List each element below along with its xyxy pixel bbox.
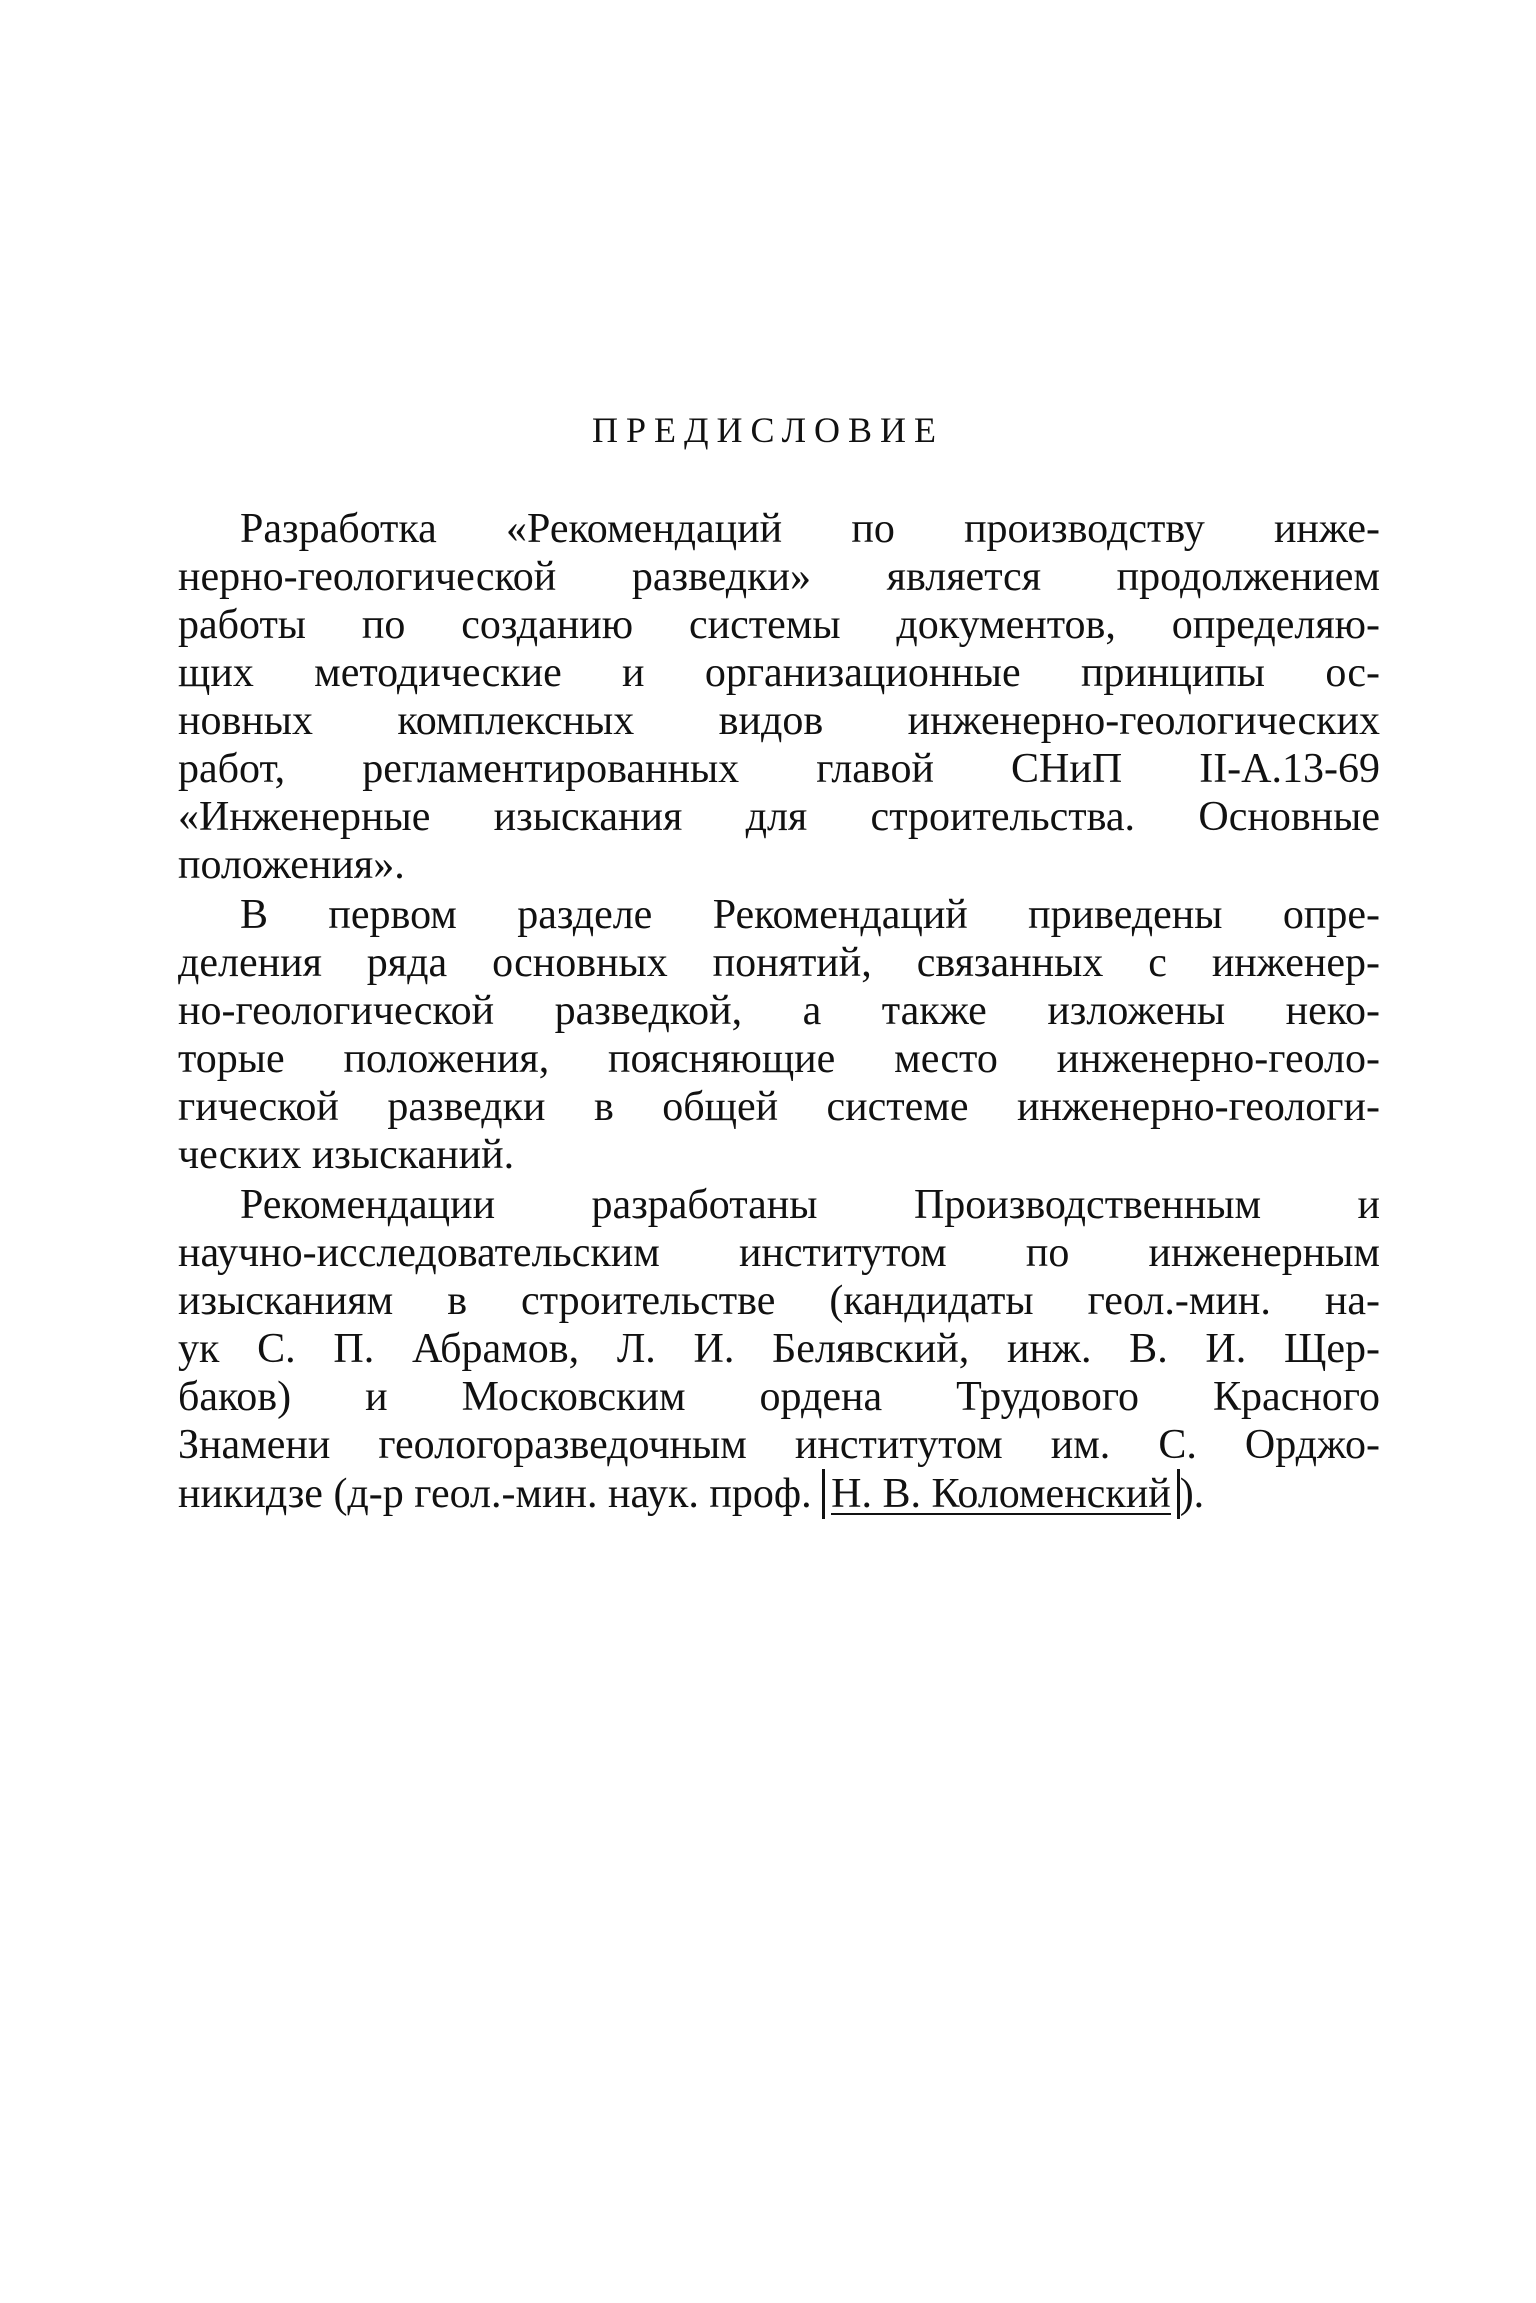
paragraph-2-line-3: но-геологической разведкой, а также изложены неко-: [178, 988, 1380, 1034]
paragraph-3-line-6: Знамени геологоразведочным институтом им. С. Орджо-: [178, 1422, 1380, 1468]
final-line-closing: ).: [1179, 1471, 1205, 1517]
paragraph-2-line-4: торые положения, поясняющие место инженерно-геоло-: [178, 1036, 1380, 1082]
paragraph-3-line-2: научно-исследовательским институтом по инженерным: [178, 1230, 1380, 1276]
paragraph-3-line-3: изысканиям в строительстве (кандидаты геол.-мин. на-: [178, 1278, 1380, 1324]
page-title: ПРЕДИСЛОВИЕ: [591, 410, 945, 450]
paragraph-1-line-7: «Инженерные изыскания для строительства. Основные: [178, 794, 1380, 840]
paragraph-3-line-5: баков) и Московским ордена Трудового Красного: [178, 1374, 1380, 1420]
paragraph-1-line-6: работ, регламентированных главой СНиП II-А.13-69: [178, 746, 1380, 792]
body-text: [178, 505, 1380, 1517]
paragraph-1-line-4: щих методические и организационные принципы ос-: [178, 650, 1380, 696]
paragraph-1-line-3: работы по созданию системы документов, определяю-: [178, 602, 1380, 648]
paragraph-3-line-1: Рекомендации разработаны Производственным и: [240, 1182, 1380, 1228]
paragraph-2-line-5: гической разведки в общей системе инженерно-геологи-: [178, 1084, 1380, 1130]
paragraph-1-line-5: новных комплексных видов инженерно-геологических: [178, 698, 1380, 744]
memorial-name-frame: Н. В. Коломенский: [822, 1469, 1180, 1519]
paragraph-1-line-2: нерно-геологической разведки» является продолжением: [178, 554, 1380, 600]
paragraph-2-line-6: ческих изысканий.: [178, 1132, 515, 1178]
paragraph-2-line-2: деления ряда основных понятий, связанных с инженер-: [178, 940, 1380, 986]
paragraph-1-line-8: положения».: [178, 842, 405, 888]
paragraph-1-line-1: Разработка «Рекомендаций по производству инже-: [240, 506, 1380, 552]
paragraph-2-line-1: В первом разделе Рекомендаций приведены опре-: [240, 892, 1380, 938]
paragraph-3-line-4: ук С. П. Абрамов, Л. И. Белявский, инж. В. И. Щер-: [178, 1326, 1380, 1372]
paragraph-3-line-7: [178, 1469, 1380, 1517]
final-line-text: никидзе (д-р геол.-мин. наук. проф.: [178, 1471, 823, 1517]
